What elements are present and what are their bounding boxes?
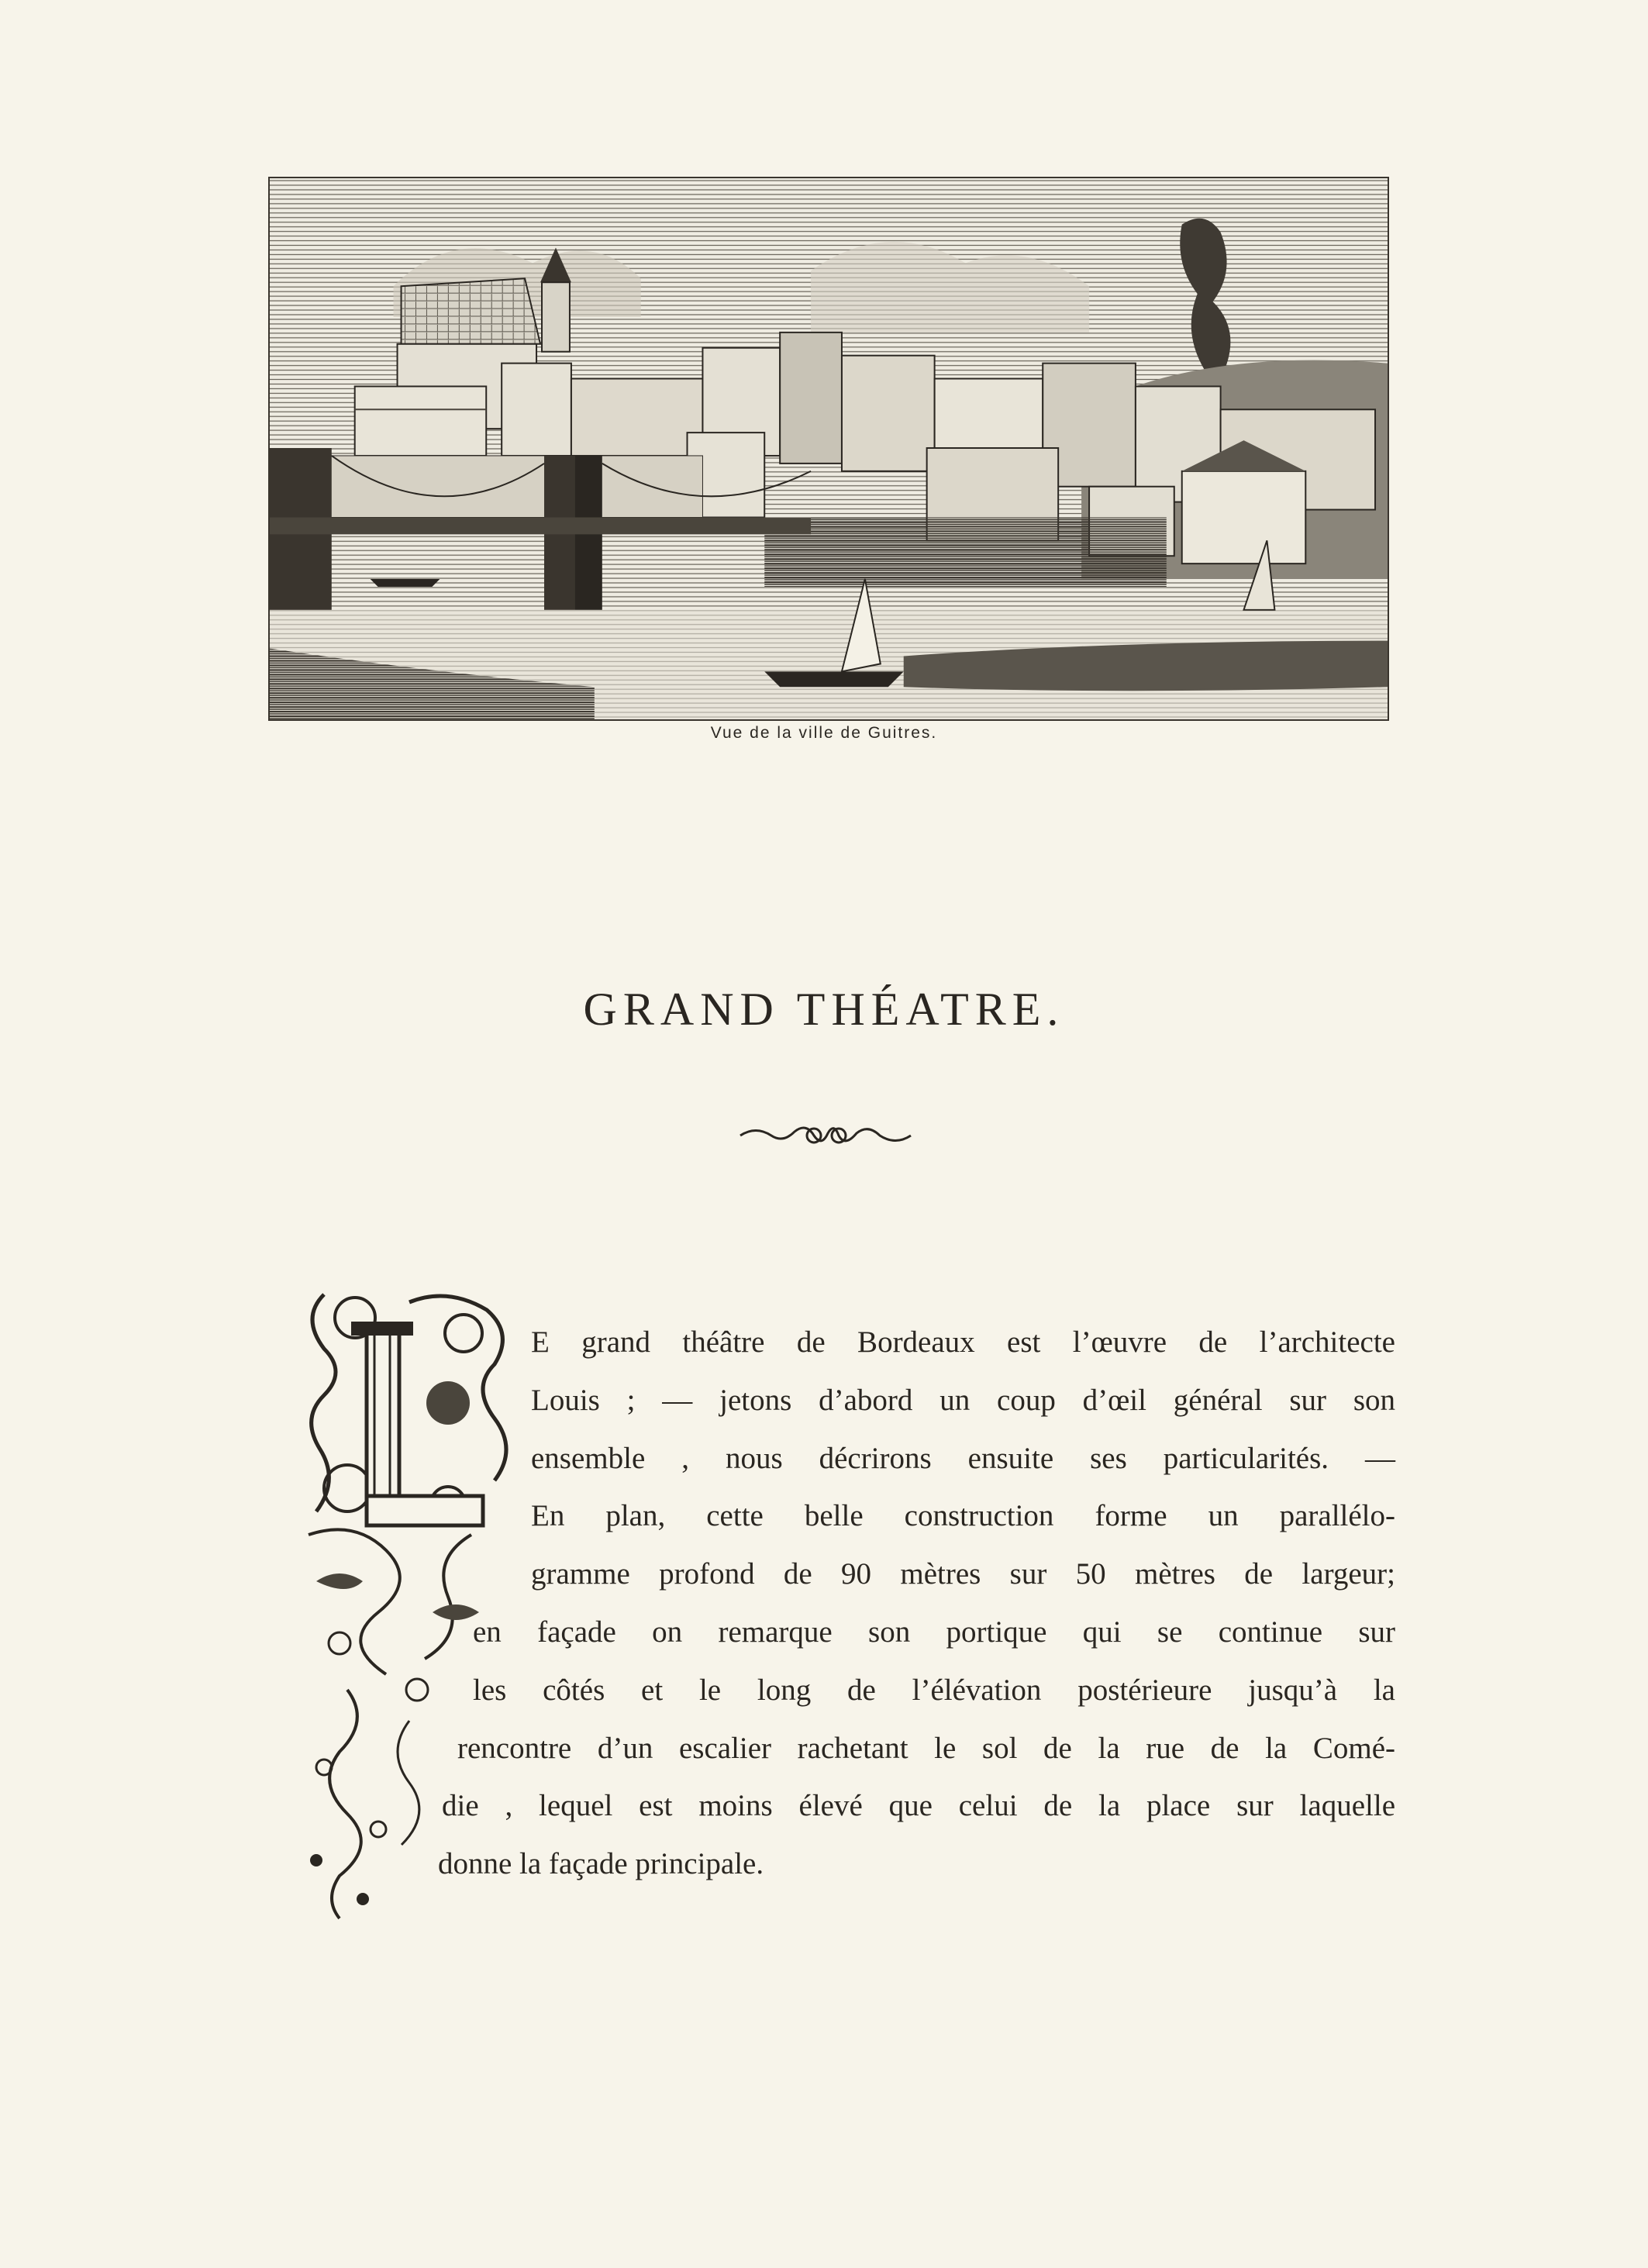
text-line: ensemble , nous décrirons ensuite ses particularités. —	[531, 1441, 1395, 1475]
page-title: GRAND THÉATRE.	[583, 984, 1065, 1036]
text-line: les côtés et le long de l’élévation postérieure jusqu’à la	[473, 1673, 1395, 1707]
text-line: Louis ; — jetons d’abord un coup d’œil général sur son	[531, 1383, 1395, 1417]
text-line: En plan, cette belle construction forme un parallélo-	[531, 1499, 1395, 1533]
body-paragraph	[403, 1314, 1395, 1894]
flourish-ornament	[736, 1116, 915, 1155]
text-line: donne la façade principale.	[438, 1847, 764, 1881]
engraving-illustration	[268, 177, 1389, 721]
text-line: rencontre d’un escalier rachetant le sol de la rue de la Comé-	[457, 1731, 1395, 1765]
text-line: die , lequel est moins élevé que celui de la place sur laquelle	[442, 1789, 1395, 1823]
text-line: E grand théâtre de Bordeaux est l’œuvre de l’architecte	[531, 1325, 1395, 1359]
town-view-engraving	[270, 178, 1388, 719]
illustration-caption: Vue de la ville de Guitres.	[710, 724, 938, 742]
text-line: en façade on remarque son portique qui se continue sur	[473, 1615, 1395, 1649]
text-line: gramme profond de 90 mètres sur 50 mètres de largeur;	[531, 1557, 1395, 1591]
